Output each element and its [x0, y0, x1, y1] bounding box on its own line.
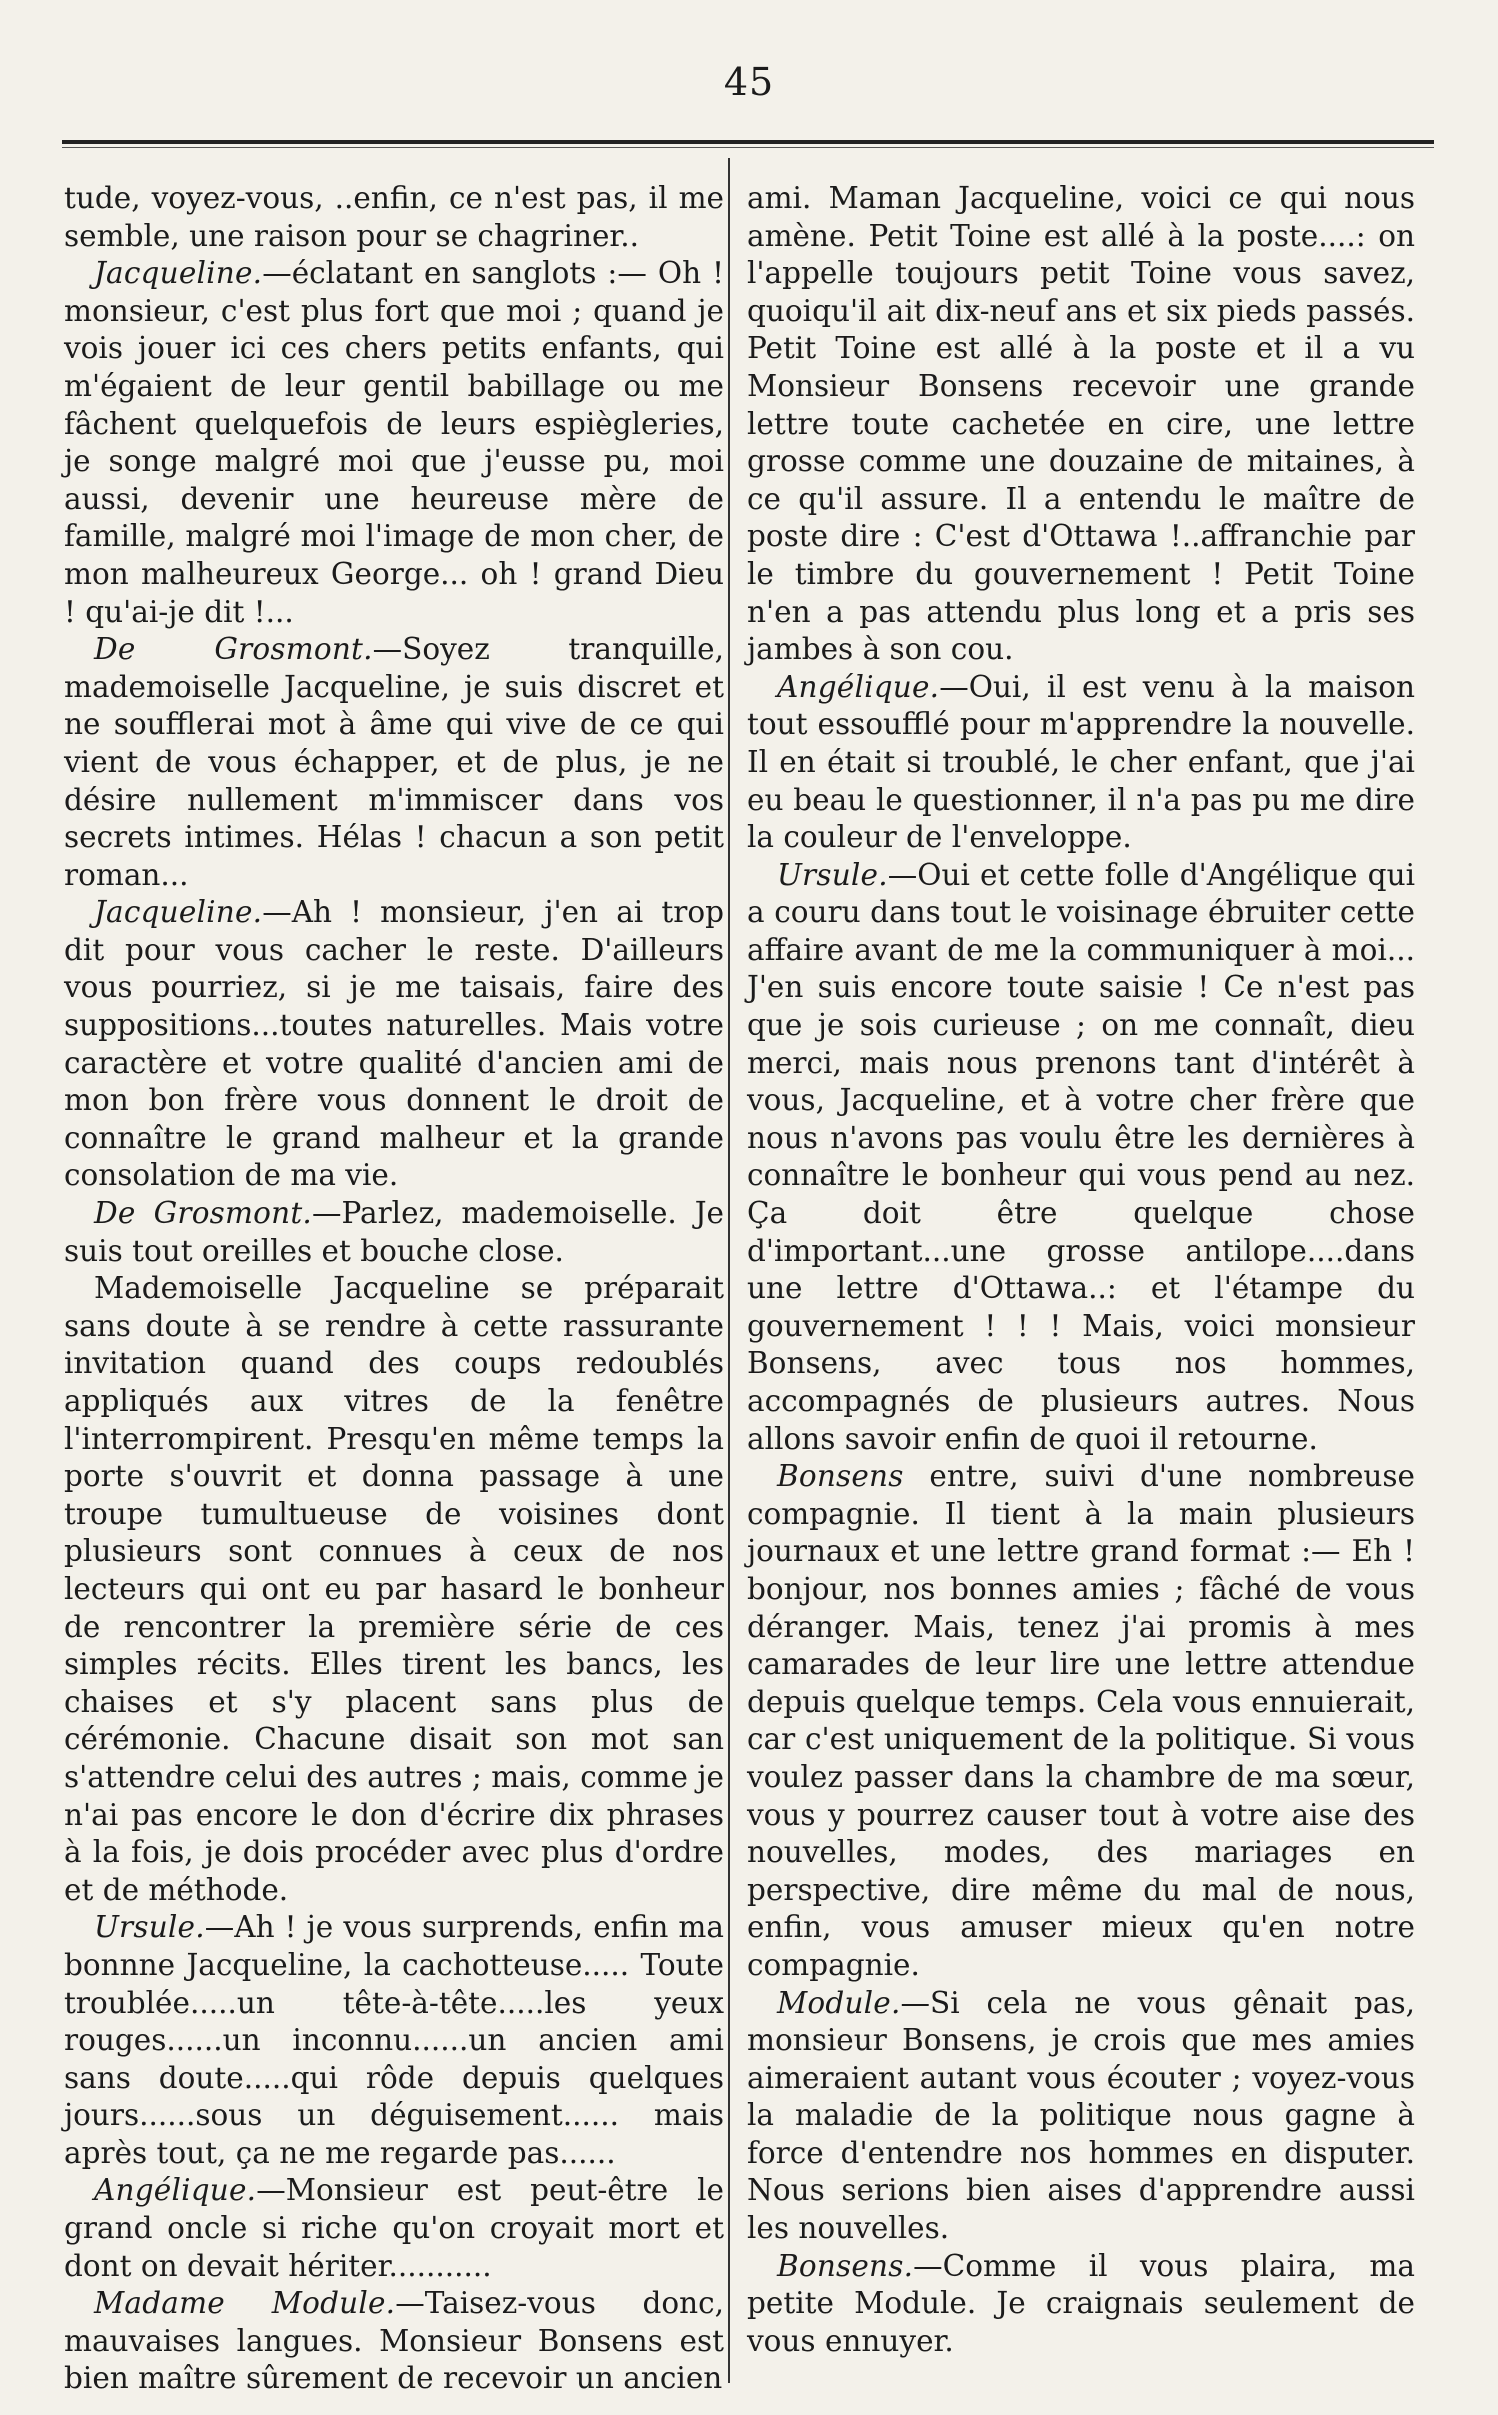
speaker-name: De Grosmont.	[94, 1196, 312, 1231]
speaker-name: Jacqueline.	[94, 895, 263, 930]
speaker-name: Angélique.	[777, 669, 940, 704]
paragraph: ami. Maman Jacqueline, voici ce qui nous amène. Petit Toine est allé à la poste....: on l'appelle toujours petit Toine vous savez, quoiqu'il ait dix-neuf ans et six pieds passés. Petit Toine est allé à la poste et il a vu Monsieur Bonsens recevoir une grande lettre toute cachetée en cire, une lettre grosse comme une douzaine de mitaines, à ce qu'il assure. Il a entendu le maître de poste dire : C'est d'Ottawa !..affranchie par le timbre du gouvernement ! Petit Toine n'en a pas attendu plus long et a pris ses jambes à son cou.	[747, 181, 1415, 667]
column-divider	[728, 158, 730, 2383]
paragraph: Bonsens.—Comme il vous plaira, ma petite Module. Je craignais seulement de vous ennuyer.	[747, 2248, 1415, 2358]
speaker-name: Angélique.	[94, 2173, 257, 2208]
speaker-name: Bonsens	[777, 1459, 904, 1494]
page-number: 45	[723, 60, 775, 104]
paragraph: Angélique.—Monsieur est peut-être le grand oncle si riche qu'on croyait mort et dont on devait hériter...........	[64, 2173, 724, 2283]
speaker-name: Ursule.	[777, 857, 888, 892]
paragraph: Jacqueline.—Ah ! monsieur, j'en ai trop dit pour vous cacher le reste. D'ailleurs vous pourriez, si je me taisais, faire des suppositions...toutes naturelles. Mais votre caractère et votre qualité d'ancien ami de mon bon frère vous donnent le droit de connaître le grand malheur et la grande consolation de ma vie.	[64, 895, 724, 1193]
paragraph: Madame Module.—Taisez-vous donc, mauvaises langues. Monsieur Bonsens est bien maître sûrement de recevoir un ancien	[64, 2286, 724, 2396]
speaker-name: De Grosmont.	[94, 632, 373, 667]
paragraph: Mademoiselle Jacqueline se préparait sans doute à se rendre à cette rassurante invitation quand des coups redoublés appliqués aux vitres de la fenêtre l'interrompirent. Presqu'en même temps la porte s'ouvrit et donna passage à une troupe tumultueuse de voisines dont plusieurs sont connues à ceux de nos lecteurs qui ont eu par hasard le bonheur de rencontrer la première série de ces simples récits. Elles tirent les bancs, les chaises et s'y placent sans plus de cérémonie. Chacune disait son mot san s'attendre celui des autres ; mais, comme je n'ai pas encore le don d'écrire dix phrases à la fois, je dois procéder avec plus d'ordre et de méthode.	[64, 1271, 724, 1907]
speaker-name: Jacqueline.	[94, 256, 263, 291]
paragraph: Module.—Si cela ne vous gênait pas, monsieur Bonsens, je crois que mes amies aimeraient autant vous écouter ; voyez-vous la maladie de la politique nous gagne à force d'entendre nos hommes en disputer. Nous serions bien aises d'apprendre aussi les nouvelles.	[747, 1985, 1415, 2246]
paragraph: Ursule.—Ah ! je vous surprends, enfin ma bonnne Jacqueline, la cachotteuse..... Toute troublée.....un tête-à-tête.....les yeux rouges......un inconnu......un ancien ami sans doute.....qui rôde depuis quelques jours......sous un déguisement...... mais après tout, ça ne me regarde pas......	[64, 1910, 724, 2170]
paragraph: Bonsens entre, suivi d'une nombreuse compagnie. Il tient à la main plusieurs journaux et une lettre grand format :— Eh ! bonjour, nos bonnes amies ; fâché de vous déranger. Mais, tenez j'ai promis à mes camarades de leur lire une lettre attendue depuis quelque temps. Cela vous ennuierait, car c'est uniquement de la politique. Si vous voulez passer dans la chambre de ma sœur, vous y pourrez causer tout à votre aise des nouvelles, modes, des mariages en perspective, dire même du mal de nous, enfin, vous amuser mieux qu'en notre compagnie.	[747, 1459, 1415, 1982]
header-rule	[62, 140, 1434, 148]
left-column	[64, 180, 724, 2398]
paragraph: tude, voyez-vous, ..enfin, ce n'est pas, il me semble, une raison pour se chagriner..	[64, 181, 724, 253]
paragraph: Ursule.—Oui et cette folle d'Angélique qui a couru dans tout le voisinage ébruiter cette affaire avant de me la communiquer à moi... J'en suis encore toute saisie ! Ce n'est pas que je sois curieuse ; on me connaît, dieu merci, mais nous prenons tant d'intérêt à vous, Jacqueline, et à votre cher frère que nous n'avons pas voulu être les dernières à connaître le bonheur qui vous pend au nez. Ça doit être quelque chose d'important...une grosse antilope....dans une lettre d'Ottawa..: et l'étampe du gouvernement ! ! ! Mais, voici monsieur Bonsens, avec tous nos hommes, accompagnés de plusieurs autres. Nous allons savoir enfin de quoi il retourne.	[747, 857, 1415, 1456]
speaker-name: Module.	[777, 1985, 901, 2020]
paragraph: Jacqueline.—éclatant en sanglots :— Oh ! monsieur, c'est plus fort que moi ; quand je vois jouer ici ces chers petits enfants, qui m'égaient de leur gentil babillage ou me fâchent quelquefois de leurs espiègleries, je songe malgré moi que j'eusse pu, moi aussi, devenir une heureuse mère de famille, malgré moi l'image de mon cher, de mon malheureux George... oh ! grand Dieu ! qu'ai-je dit !...	[64, 256, 724, 629]
speaker-name: Bonsens.	[777, 2248, 914, 2283]
paragraph: Angélique.—Oui, il est venu à la maison tout essoufflé pour m'apprendre la nouvelle. Il en était si troublé, le cher enfant, que j'ai eu beau le questionner, il n'a pas pu me dire la couleur de l'enveloppe.	[747, 669, 1415, 855]
paragraph: De Grosmont.—Soyez tranquille, mademoiselle Jacqueline, je suis discret et ne soufflerai mot à âme qui vive de ce qui vient de vous échapper, et de plus, je ne désire nullement m'immiscer dans vos secrets intimes. Hélas ! chacun a son petit roman...	[64, 632, 724, 892]
speaker-name: Ursule.	[94, 1910, 205, 1945]
speaker-name: Madame Module.	[94, 2286, 396, 2321]
paragraph: De Grosmont.—Parlez, mademoiselle. Je suis tout oreilles et bouche close.	[64, 1196, 724, 1268]
right-column	[747, 180, 1415, 2360]
